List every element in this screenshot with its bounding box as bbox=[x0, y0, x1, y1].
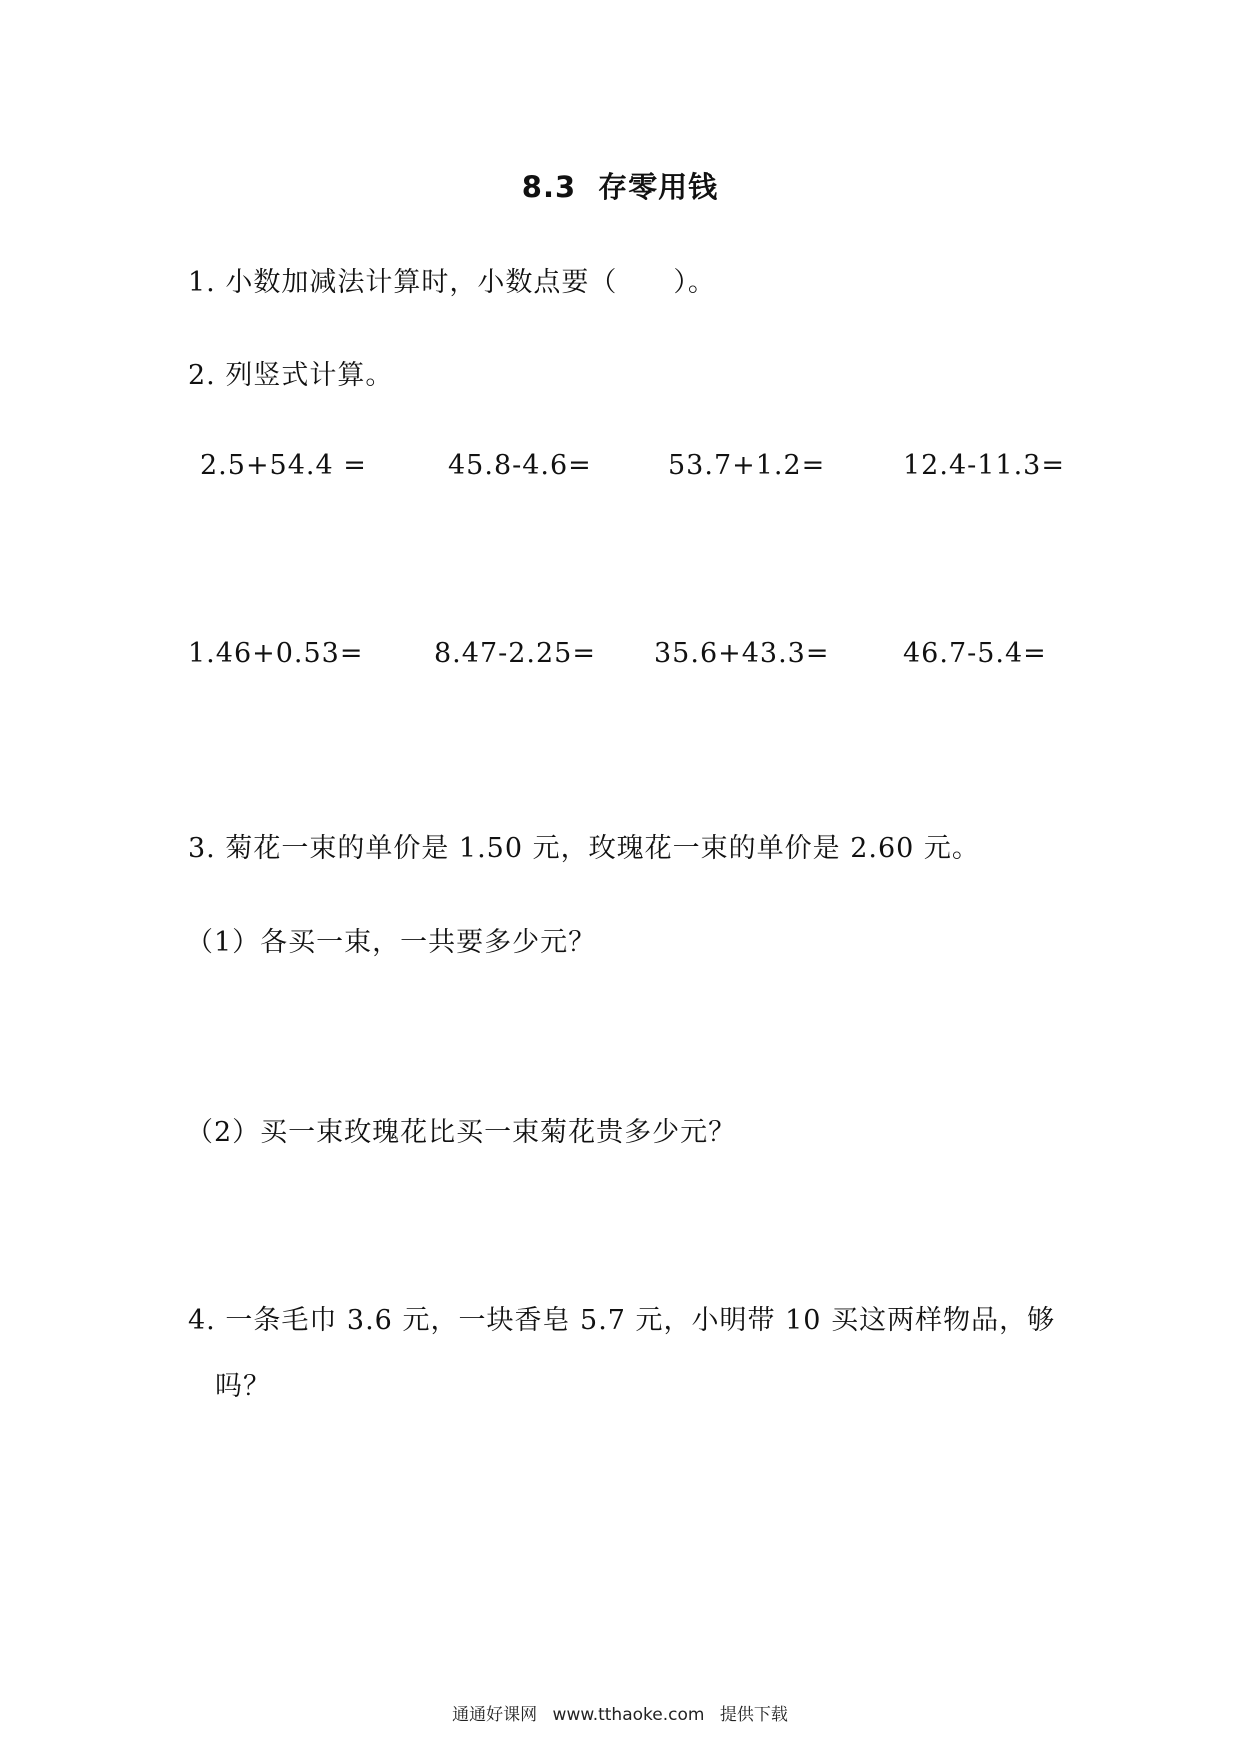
expression-2-1: 2.5+54.4 = bbox=[200, 450, 367, 481]
footer-credit bbox=[0, 1700, 1240, 1725]
expression-2-6: 8.47-2.25= bbox=[434, 638, 596, 669]
lesson-title: 存零用钱 bbox=[598, 170, 719, 204]
footer-note: 提供下载 bbox=[719, 1705, 788, 1725]
footer-url: www.tthaoke.com bbox=[552, 1705, 705, 1725]
question-4-line-2: 吗？ bbox=[215, 1371, 271, 1402]
expression-2-7: 35.6+43.3= bbox=[654, 638, 830, 669]
question-3: 3. 菊花一束的单价是 1.50 元，玫瑰花一束的单价是 2.60 元。 bbox=[188, 833, 980, 864]
expression-2-2: 45.8-4.6= bbox=[448, 450, 592, 481]
question-3-part-1: （1）各买一束，一共要多少元？ bbox=[186, 927, 597, 958]
question-3-part-2: （2）买一束玫瑰花比买一束菊花贵多少元？ bbox=[186, 1117, 737, 1148]
question-4-line-1: 4. 一条毛巾 3.6 元，一块香皂 5.7 元，小明带 10 买这两样物品，够 bbox=[188, 1305, 1056, 1336]
expression-2-4: 12.4-11.3= bbox=[903, 450, 1065, 481]
expression-2-3: 53.7+1.2= bbox=[668, 450, 826, 481]
lesson-number: 8.3 bbox=[521, 170, 577, 204]
page-title bbox=[0, 165, 1240, 206]
question-1: 1. 小数加减法计算时，小数点要（ ）。 bbox=[188, 267, 716, 298]
expression-2-5: 1.46+0.53= bbox=[188, 638, 364, 669]
footer-site-name: 通通好课网 bbox=[452, 1705, 538, 1725]
expression-2-8: 46.7-5.4= bbox=[903, 638, 1047, 669]
question-2: 2. 列竖式计算。 bbox=[188, 360, 394, 391]
